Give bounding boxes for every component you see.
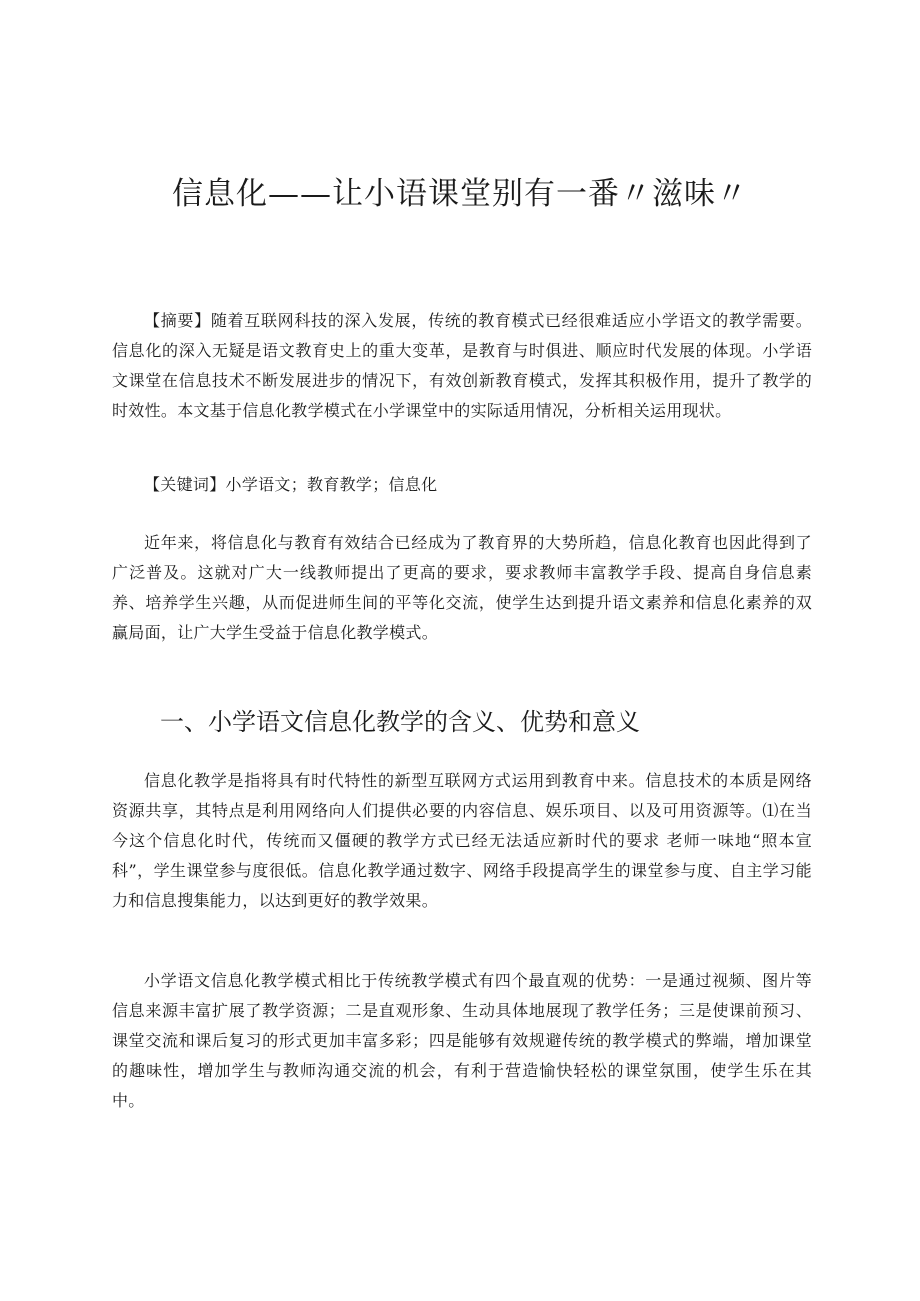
intro-paragraph: 近年来，将信息化与教育有效结合已经成为了教育界的大势所趋，信息化教育也因此得到了广泛普及。这就对广大一线教师提出了更高的要求，要求教师丰富教学手段、提高自身信息素养、培养学生兴趣，从而促进师生间的平等化交流，使学生达到提升语文素养和信息化素养的双赢局面，让广大学生受益于信息化教学模式。 — [112, 533, 812, 642]
section1-paragraph-1: 信息化教学是指将具有时代特性的新型互联网方式运用到教育中来。信息技术的本质是网络资源共享，其特点是利用网络向人们提供必要的内容信息、娱乐项目、以及可用资源等。⑴在当今这个信息化时代，传统而又僵硬的教学方式已经无法适应新时代的要求 老师一味地“照本宣科”，学生课堂参与度很低。信息化教学通过数字、网络手段提高学生的课堂参与度、自主学习能力和信息搜集能力，以达到更好的教学效果。 — [112, 771, 812, 910]
abstract-text: 随着互联网科技的深入发展，传统的教育模式已经很难适应小学语文的教学需要。信息化的深入无疑是语文教育史上的重大变革，是教育与时俱进、顺应时代发展的体现。小学语文课堂在信息技术不断发展进步的情况下，有效创新教育模式，发挥其积极作用，提升了教学的时效性。本文基于信息化教学模式在小学课堂中的实际适用情况，分析相关运用现状。 — [112, 311, 812, 420]
section1-paragraph-2: 小学语文信息化教学模式相比于传统教学模式有四个最直观的优势：一是通过视频、图片等信息来源丰富扩展了教学资源；二是直观形象、生动具体地展现了教学任务；三是使课前预习、课堂交流和课后复习的形式更加丰富多彩；四是能够有效规避传统的教学模式的弊端，增加课堂的趣味性，增加学生与教师沟通交流的机会，有利于营造愉快轻松的课堂氛围，使学生乐在其中。 — [112, 971, 812, 1110]
keywords-text: 小学语文；教育教学；信息化 — [225, 475, 438, 494]
abstract-paragraph — [112, 306, 812, 426]
keywords-label: 【关键词】 — [144, 475, 226, 494]
document-title: 信息化——让小语课堂别有一番〃滋味〃 — [172, 176, 748, 212]
keywords-paragraph — [112, 470, 812, 500]
abstract-label: 【摘要】 — [144, 311, 211, 330]
section-heading-1: 一、小学语文信息化教学的含义、优势和意义 — [160, 708, 640, 736]
